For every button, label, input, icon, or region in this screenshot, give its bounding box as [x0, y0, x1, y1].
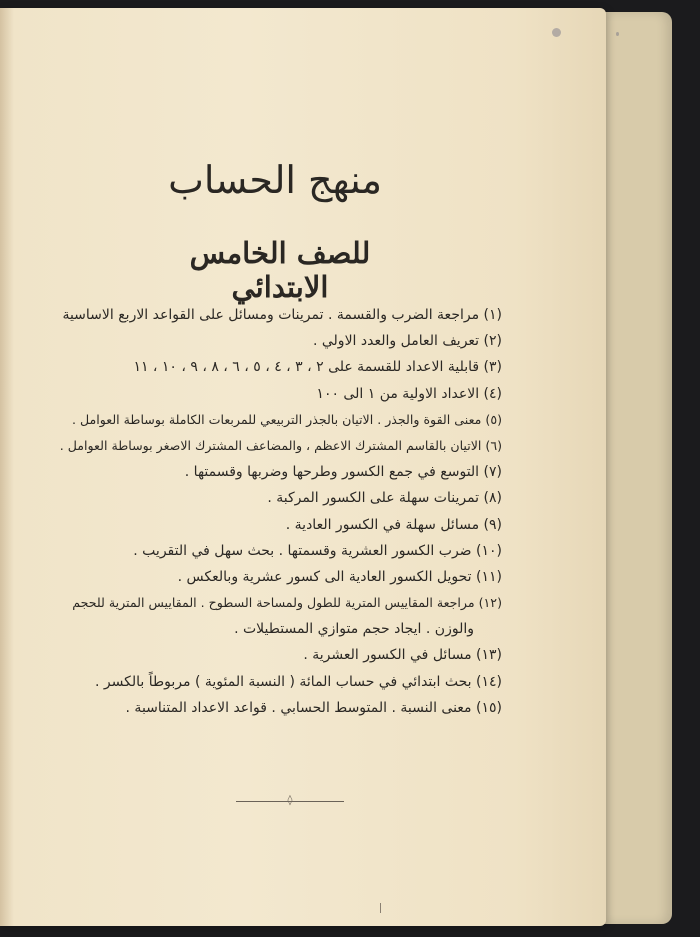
ink-spot — [552, 28, 561, 37]
list-item: (١١) تحويل الكسور العادية الى كسور عشرية وبالعكس . — [177, 568, 502, 585]
page-subtitle: للصف الخامس الابتدائي — [189, 236, 371, 304]
list-item: (٣) قابلية الاعداد للقسمة على ٢ ، ٣ ، ٤ ، ٥ ، ٦ ، ٨ ، ٩ ، ١٠ ، ١١ — [133, 359, 502, 376]
list-item: (٧) التوسع في جمع الكسور وطرحها وضربها وقسمتها . — [184, 464, 502, 481]
list-item: (٦) الاتيان بالقاسم المشترك الاعظم ، والمضاعف المشترك الاصغر بوساطة العوامل . — [59, 437, 502, 453]
list-item-continuation: والوزن . ايجاد حجم متوازي المستطيلات . — [234, 621, 474, 638]
page-title: منهج الحساب — [168, 158, 382, 202]
page-mark — [380, 903, 385, 913]
list-item: (٨) تمرينات سهلة على الكسور المركبة . — [267, 490, 502, 507]
list-item: (١٠) ضرب الكسور العشرية وقسمتها . بحث سهل في التقريب . — [133, 542, 502, 559]
list-item: (٤) الاعداد الاولية من ١ الى ١٠٠ — [316, 385, 502, 402]
list-item: (١) مراجعة الضرب والقسمة . تمرينات ومسائل على القواعد الاربع الاساسية — [62, 307, 502, 323]
list-item: (٥) معنى القوة والجذر . الاتيان بالجذر التربيعي للمربعات الكاملة بوساطة العوامل . — [71, 411, 502, 427]
rule-ornament-icon: ◊ — [287, 795, 293, 806]
curriculum-list — [50, 302, 502, 721]
list-item: (١٣) مسائل في الكسور العشرية . — [303, 647, 502, 664]
list-item: (٩) مسائل سهلة في الكسور العادية . — [285, 516, 502, 533]
list-item: (١٢) مراجعة المقاييس المترية للطول ولمساحة السطوح . المقاييس المترية للحجم — [72, 595, 502, 611]
list-item: (٢) تعريف العامل والعدد الاولي . — [312, 333, 502, 350]
list-item: (١٤) بحث ابتدائي في حساب المائة ( النسبة المئوية ) مربوطاً بالكسر . — [95, 673, 502, 690]
ink-spot — [616, 32, 619, 36]
book-page — [0, 8, 606, 926]
list-item: (١٥) معنى النسبة . المتوسط الحسابي . قواعد الاعداد المتناسبة . — [125, 699, 502, 716]
page-edge-stain — [0, 8, 14, 926]
